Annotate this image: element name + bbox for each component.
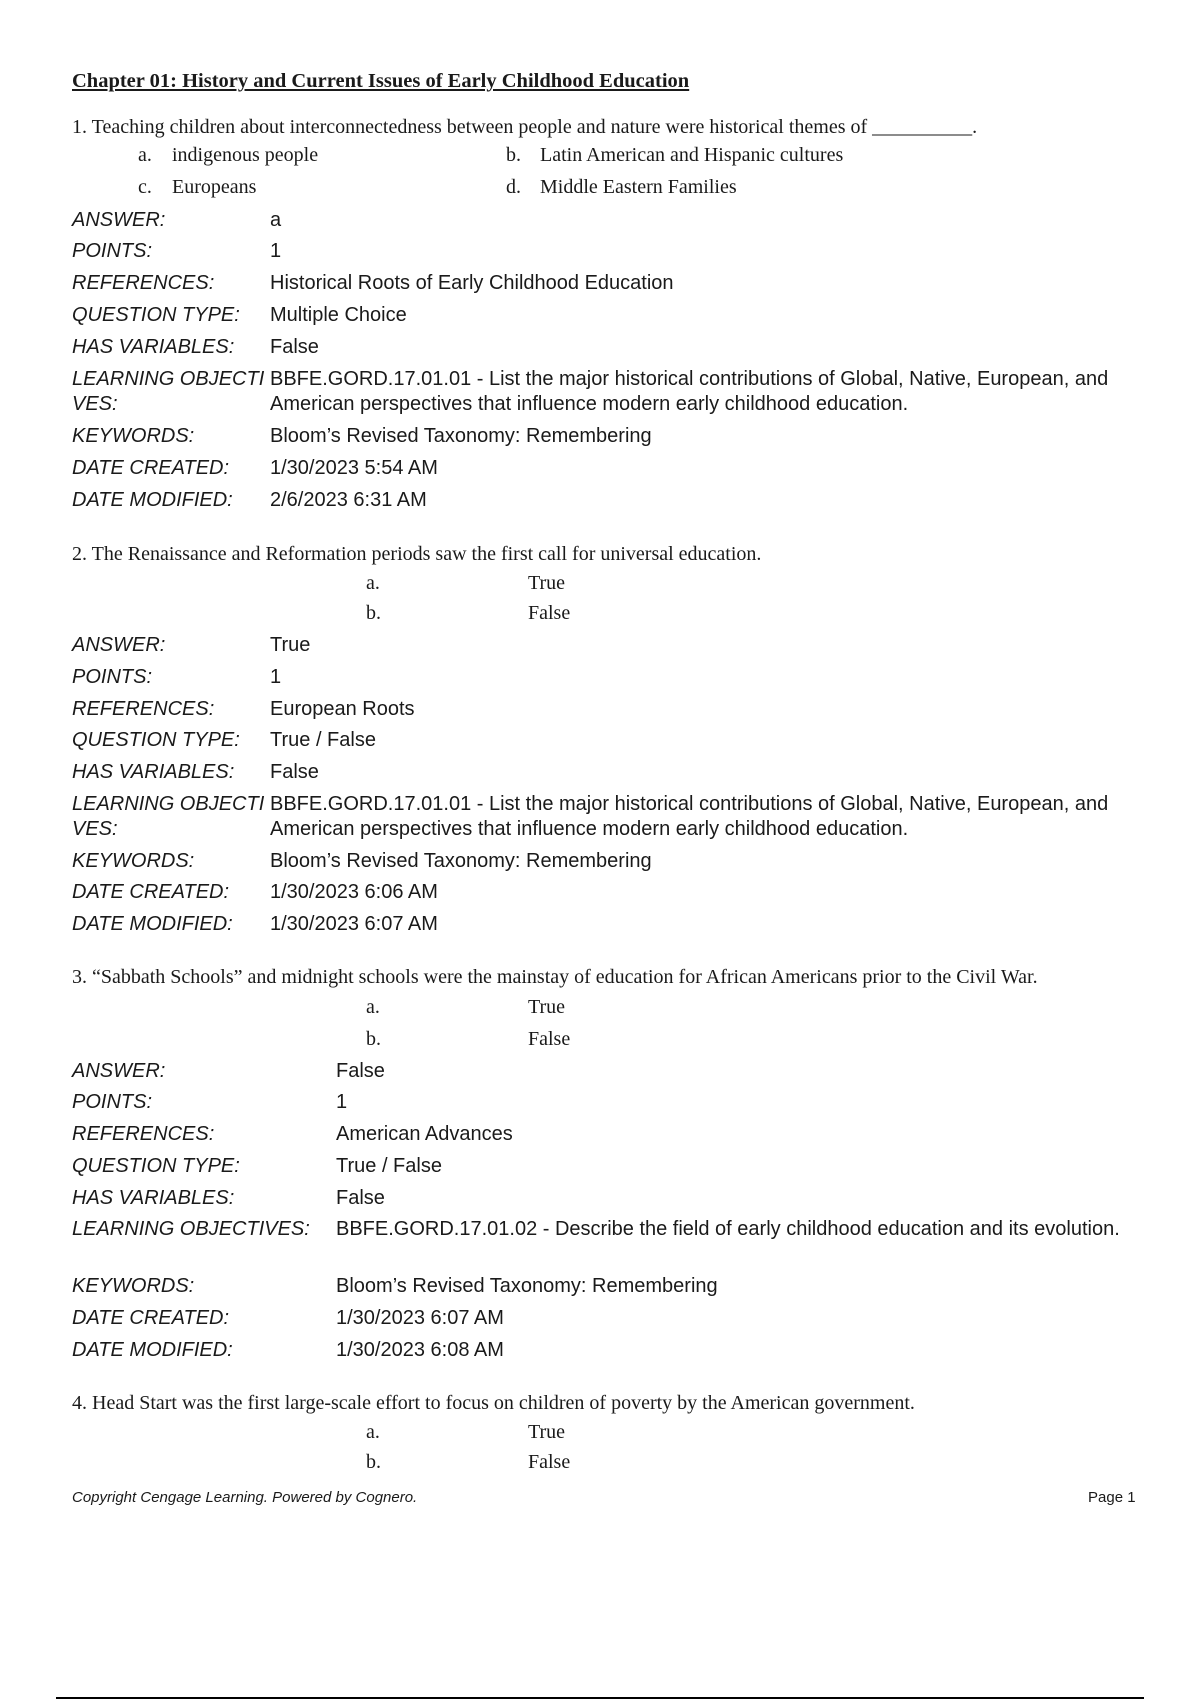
q1-option-d-text: Middle Eastern Families [540, 176, 737, 198]
q3-answer-label: ANSWER: [72, 1060, 166, 1082]
q2-date-modified-label: DATE MODIFIED: [72, 913, 233, 935]
q2-answer-value: True [270, 634, 311, 656]
q3-references-value: American Advances [336, 1123, 513, 1145]
q2-option-a-letter: a. [366, 572, 380, 594]
q3-keywords-label: KEYWORDS: [72, 1275, 195, 1297]
q3-learning-objectives-value: BBFE.GORD.17.01.02 - Describe the field of early childhood education and its evolution. [336, 1218, 1120, 1240]
q1-question-type-label: QUESTION TYPE: [72, 304, 240, 326]
q3-keywords-value: Bloom’s Revised Taxonomy: Remembering [336, 1275, 718, 1297]
q3-points-value: 1 [336, 1091, 348, 1113]
q1-date-modified-value: 2/6/2023 6:31 AM [270, 489, 427, 511]
q1-option-b-letter: b. [506, 144, 521, 166]
q4-option-a-letter: a. [366, 1421, 380, 1443]
question-2-text: 2. The Renaissance and Reformation periods saw the first call for universal education. [72, 543, 762, 565]
q1-option-c-text: Europeans [172, 176, 257, 198]
q2-date-created-label: DATE CREATED: [72, 881, 230, 903]
q3-references-label: REFERENCES: [72, 1123, 215, 1145]
q1-date-modified-label: DATE MODIFIED: [72, 489, 233, 511]
question-1-text: 1. Teaching children about interconnectedness between people and nature were historical themes of __________. [72, 116, 978, 138]
footer-copyright: Copyright Cengage Learning. Powered by Cognero. [72, 1489, 418, 1506]
q4-option-b-letter: b. [366, 1451, 381, 1473]
q2-answer-label: ANSWER: [72, 634, 166, 656]
q1-learning-objectives-value: BBFE.GORD.17.01.01 - List the major historical contributions of Global, Native, European, and American perspectives that influence modern early childhood education. [270, 368, 1109, 415]
q1-option-c-letter: c. [138, 176, 152, 198]
q1-date-created-value: 1/30/2023 5:54 AM [270, 457, 438, 479]
q2-option-b-text: False [528, 602, 571, 624]
q2-points-label: POINTS: [72, 666, 153, 688]
q2-learning-objectives-label: LEARNING OBJECTIVES: [72, 793, 265, 840]
q1-option-b-text: Latin American and Hispanic cultures [540, 144, 844, 166]
q2-question-type-value: True / False [270, 729, 376, 751]
q1-answer-value: a [270, 209, 282, 231]
q1-answer-label: ANSWER: [72, 209, 166, 231]
q1-option-d-letter: d. [506, 176, 521, 198]
q3-has-variables-value: False [336, 1187, 385, 1209]
q4-option-b-text: False [528, 1451, 571, 1473]
q2-points-value: 1 [270, 666, 282, 688]
bottom-divider [56, 1697, 1144, 1699]
q3-date-created-value: 1/30/2023 6:07 AM [336, 1307, 504, 1329]
q3-question-type-value: True / False [336, 1155, 442, 1177]
q3-date-modified-label: DATE MODIFIED: [72, 1339, 233, 1361]
q3-date-created-label: DATE CREATED: [72, 1307, 230, 1329]
q4-option-a-text: True [528, 1421, 566, 1443]
q3-option-b-letter: b. [366, 1028, 381, 1050]
q3-date-modified-value: 1/30/2023 6:08 AM [336, 1339, 504, 1361]
q2-learning-objectives-value: BBFE.GORD.17.01.01 - List the major historical contributions of Global, Native, European, and American perspectives that influence modern early childhood education. [270, 793, 1109, 840]
q1-references-label: REFERENCES: [72, 272, 215, 294]
q2-question-type-label: QUESTION TYPE: [72, 729, 240, 751]
question-3-text: 3. “Sabbath Schools” and midnight schools were the mainstay of education for African Americans prior to the Civil War. [72, 966, 1038, 988]
q3-has-variables-label: HAS VARIABLES: [72, 1187, 235, 1209]
q3-learning-objectives-label: LEARNING OBJECTIVES: [72, 1218, 310, 1240]
chapter-title: Chapter 01: History and Current Issues of Early Childhood Education [72, 70, 690, 92]
q2-has-variables-value: False [270, 761, 319, 783]
q1-date-created-label: DATE CREATED: [72, 457, 230, 479]
q2-references-value: European Roots [270, 698, 415, 720]
q1-learning-objectives-label: LEARNING OBJECTIVES: [72, 368, 265, 415]
q1-references-value: Historical Roots of Early Childhood Education [270, 272, 674, 294]
q1-option-a-text: indigenous people [172, 144, 319, 166]
q3-option-a-text: True [528, 996, 566, 1018]
q1-keywords-label: KEYWORDS: [72, 425, 195, 447]
q2-date-created-value: 1/30/2023 6:06 AM [270, 881, 438, 903]
q3-points-label: POINTS: [72, 1091, 153, 1113]
q2-keywords-value: Bloom’s Revised Taxonomy: Remembering [270, 850, 652, 872]
q1-question-type-value: Multiple Choice [270, 304, 407, 326]
q2-references-label: REFERENCES: [72, 698, 215, 720]
q3-option-a-letter: a. [366, 996, 380, 1018]
q2-date-modified-value: 1/30/2023 6:07 AM [270, 913, 438, 935]
q2-keywords-label: KEYWORDS: [72, 850, 195, 872]
q1-points-label: POINTS: [72, 240, 153, 262]
q2-option-a-text: True [528, 572, 566, 594]
q1-has-variables-value: False [270, 336, 319, 358]
q3-option-b-text: False [528, 1028, 571, 1050]
q1-has-variables-label: HAS VARIABLES: [72, 336, 235, 358]
q3-answer-value: False [336, 1060, 385, 1082]
question-4-text: 4. Head Start was the first large-scale effort to focus on children of poverty by the American government. [72, 1392, 915, 1414]
q2-option-b-letter: b. [366, 602, 381, 624]
q3-question-type-label: QUESTION TYPE: [72, 1155, 240, 1177]
q1-keywords-value: Bloom’s Revised Taxonomy: Remembering [270, 425, 652, 447]
footer-page-number: Page 1 [1088, 1489, 1136, 1506]
q1-option-a-letter: a. [138, 144, 152, 166]
q1-points-value: 1 [270, 240, 282, 262]
q2-has-variables-label: HAS VARIABLES: [72, 761, 235, 783]
